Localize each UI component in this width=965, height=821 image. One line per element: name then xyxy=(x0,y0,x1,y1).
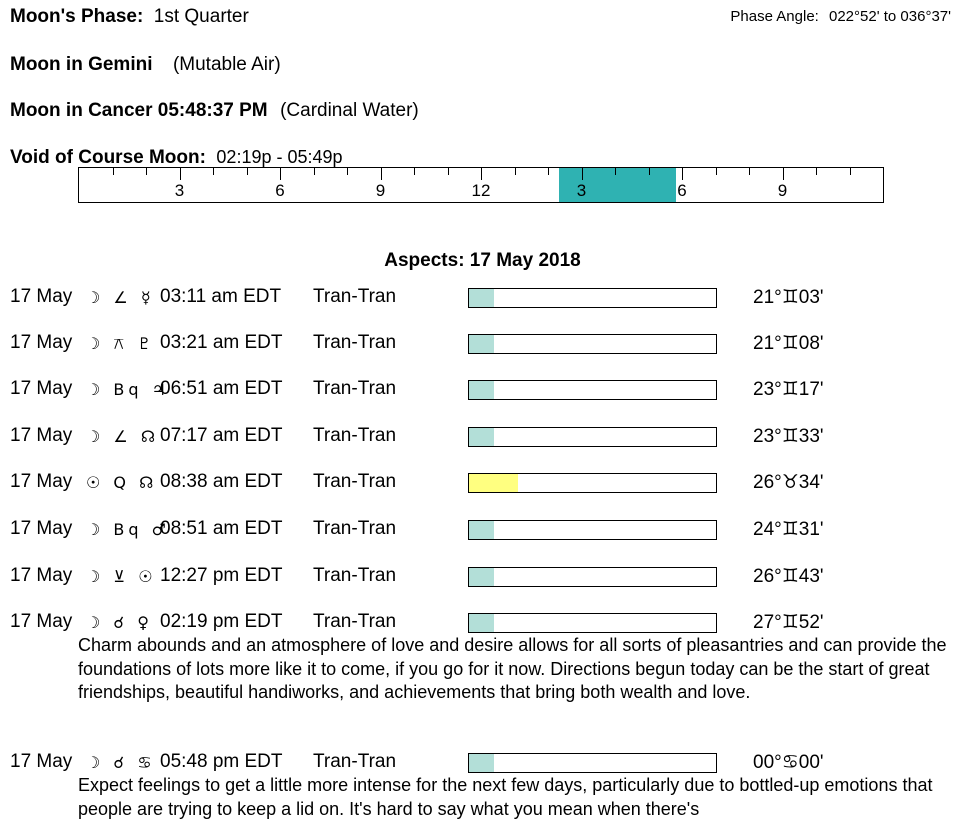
timeline-tick xyxy=(448,168,449,175)
aspect-position: 26°♉34' xyxy=(753,472,824,493)
timeline-tick xyxy=(682,168,683,180)
aspect-description: Expect feelings to get a little more intense for the next few days, particularly due to bottled-up emotions that people are trying to keep a lid on. It's hard to say what you mean when there's xyxy=(78,775,933,819)
aspect-time: 02:19 pm EDT xyxy=(160,611,283,632)
aspect-glyphs: ☽ Bq ♃ xyxy=(86,380,170,399)
timeline-tick xyxy=(381,168,382,180)
moon-phase xyxy=(10,6,249,28)
moon-ingress-label: Moon in Cancer 05:48:37 PM xyxy=(10,100,268,121)
aspect-type: Tran-Tran xyxy=(313,332,397,353)
moon-ingress xyxy=(10,100,419,122)
aspect-row xyxy=(0,332,965,362)
aspect-type: Tran-Tran xyxy=(313,611,397,632)
timeline-tick xyxy=(515,168,516,175)
void-of-course-value: 02:19p - 05:49p xyxy=(216,147,343,167)
aspect-strength-bar xyxy=(468,288,717,308)
aspect-strength-bar xyxy=(468,520,717,540)
timeline-tick xyxy=(414,168,415,175)
aspect-position: 27°♊52' xyxy=(753,612,824,633)
aspect-strength-fill xyxy=(469,754,494,772)
aspect-strength-fill xyxy=(469,289,494,307)
timeline-tick xyxy=(615,168,616,175)
aspect-position: 23°♊33' xyxy=(753,426,824,447)
aspects-title: Aspects: 17 May 2018 xyxy=(384,250,581,271)
timeline-label: 3 xyxy=(174,181,185,200)
aspect-type: Tran-Tran xyxy=(313,565,397,586)
aspect-date: 17 May xyxy=(10,518,73,539)
timeline-label: 6 xyxy=(677,181,687,200)
moon-phase-label: Moon's Phase: xyxy=(10,6,144,27)
aspect-strength-fill xyxy=(469,614,494,632)
timeline-tick xyxy=(783,168,784,180)
void-timeline xyxy=(78,167,884,203)
moon-sign xyxy=(10,54,281,76)
aspect-strength-bar xyxy=(468,334,717,354)
timeline-label: 12 xyxy=(471,181,491,200)
timeline-tick xyxy=(113,168,114,175)
timeline-tick xyxy=(850,168,851,175)
void-of-course xyxy=(10,147,343,169)
phase-angle xyxy=(730,8,951,25)
aspect-description: Charm abounds and an atmosphere of love and desire allows for all sorts of pleasantries and can provide the foundations of lots more like it to come, if you go for it now. Directions begun today can be the start of great friendships, beautiful handiworks, and achievements that bring both wealth and love. xyxy=(78,635,947,702)
aspect-time: 03:21 am EDT xyxy=(160,332,283,353)
aspect-time: 08:38 am EDT xyxy=(160,471,283,492)
aspect-date: 17 May xyxy=(10,378,73,399)
aspect-type: Tran-Tran xyxy=(313,518,397,539)
timeline-label: 9 xyxy=(375,181,386,200)
aspect-row xyxy=(0,565,965,595)
aspect-type: Tran-Tran xyxy=(313,751,397,772)
aspect-date: 17 May xyxy=(10,286,73,307)
moon-sign-detail: (Mutable Air) xyxy=(172,54,281,75)
aspect-glyphs: ☽ ∠ ☿ xyxy=(86,288,155,307)
timeline-label: 9 xyxy=(777,181,788,200)
timeline-tick xyxy=(716,168,717,175)
aspect-glyphs: ☽ ∠ ☊ xyxy=(86,427,160,446)
aspect-row xyxy=(0,518,965,548)
moon-ingress-detail: (Cardinal Water) xyxy=(280,100,419,121)
timeline-tick xyxy=(481,168,482,180)
aspect-position: 21°♊08' xyxy=(753,333,824,354)
aspect-time: 08:51 am EDT xyxy=(160,518,283,539)
aspect-strength-bar xyxy=(468,473,717,493)
aspect-row xyxy=(0,286,965,316)
aspect-row xyxy=(0,378,965,408)
aspect-row xyxy=(0,471,965,501)
aspect-strength-bar xyxy=(468,753,717,773)
aspect-date: 17 May xyxy=(10,751,73,772)
timeline-tick xyxy=(816,168,817,175)
moon-phase-value: 1st Quarter xyxy=(153,6,249,27)
timeline-tick xyxy=(649,168,650,175)
aspect-position: 23°♊17' xyxy=(753,379,824,400)
aspect-glyphs: ☽ ⊻ ☉ xyxy=(86,567,157,586)
timeline-tick xyxy=(180,168,181,180)
timeline-label: 3 xyxy=(576,181,587,200)
moon-sign-label: Moon in Gemini xyxy=(10,54,153,75)
timeline-tick xyxy=(247,168,248,175)
phase-angle-value: 022°52' to 036°37' xyxy=(829,8,951,25)
aspect-time: 07:17 am EDT xyxy=(160,425,283,446)
aspect-type: Tran-Tran xyxy=(313,378,397,399)
aspect-type: Tran-Tran xyxy=(313,286,397,307)
timeline-tick xyxy=(213,168,214,175)
timeline-tick xyxy=(347,168,348,175)
aspect-row xyxy=(0,425,965,455)
aspect-date: 17 May xyxy=(10,611,73,632)
aspect-time: 05:48 pm EDT xyxy=(160,751,283,772)
aspect-strength-fill xyxy=(469,474,518,492)
aspect-glyphs: ☽ ☌ ♋ xyxy=(86,753,156,772)
aspect-time: 06:51 am EDT xyxy=(160,378,283,399)
aspect-position: 24°♊31' xyxy=(753,519,824,540)
aspect-glyphs: ☉ Q ☊ xyxy=(86,473,158,492)
aspect-position: 21°♊03' xyxy=(753,287,824,308)
aspect-strength-fill xyxy=(469,428,494,446)
timeline-tick xyxy=(280,168,281,180)
aspect-strength-bar xyxy=(468,613,717,633)
void-of-course-label: Void of Course Moon: xyxy=(10,147,206,168)
aspect-date: 17 May xyxy=(10,471,73,492)
aspect-strength-fill xyxy=(469,381,494,399)
aspect-strength-fill xyxy=(469,335,494,353)
timeline-tick xyxy=(582,168,583,180)
aspect-date: 17 May xyxy=(10,332,73,353)
aspect-time: 12:27 pm EDT xyxy=(160,565,283,586)
timeline-tick xyxy=(146,168,147,175)
aspect-type: Tran-Tran xyxy=(313,425,397,446)
timeline-label: 6 xyxy=(275,181,285,200)
phase-angle-label: Phase Angle: xyxy=(730,8,819,25)
aspect-position: 00°♋00' xyxy=(753,752,824,773)
aspect-position: 26°♊43' xyxy=(753,566,824,587)
aspect-strength-bar xyxy=(468,567,717,587)
aspect-type: Tran-Tran xyxy=(313,471,397,492)
aspect-strength-bar xyxy=(468,427,717,447)
aspect-strength-fill xyxy=(469,568,494,586)
aspect-glyphs: ☽ Bq ♂ xyxy=(86,520,170,539)
aspect-strength-bar xyxy=(468,380,717,400)
aspect-glyphs: ☽ ⚻ ♇ xyxy=(86,334,156,353)
aspect-time: 03:11 am EDT xyxy=(160,286,282,307)
timeline-tick xyxy=(749,168,750,175)
aspect-date: 17 May xyxy=(10,565,73,586)
aspect-strength-fill xyxy=(469,521,494,539)
aspect-glyphs: ☽ ☌ ♀ xyxy=(86,613,153,632)
timeline-tick xyxy=(314,168,315,175)
aspect-date: 17 May xyxy=(10,425,73,446)
timeline-tick xyxy=(548,168,549,175)
